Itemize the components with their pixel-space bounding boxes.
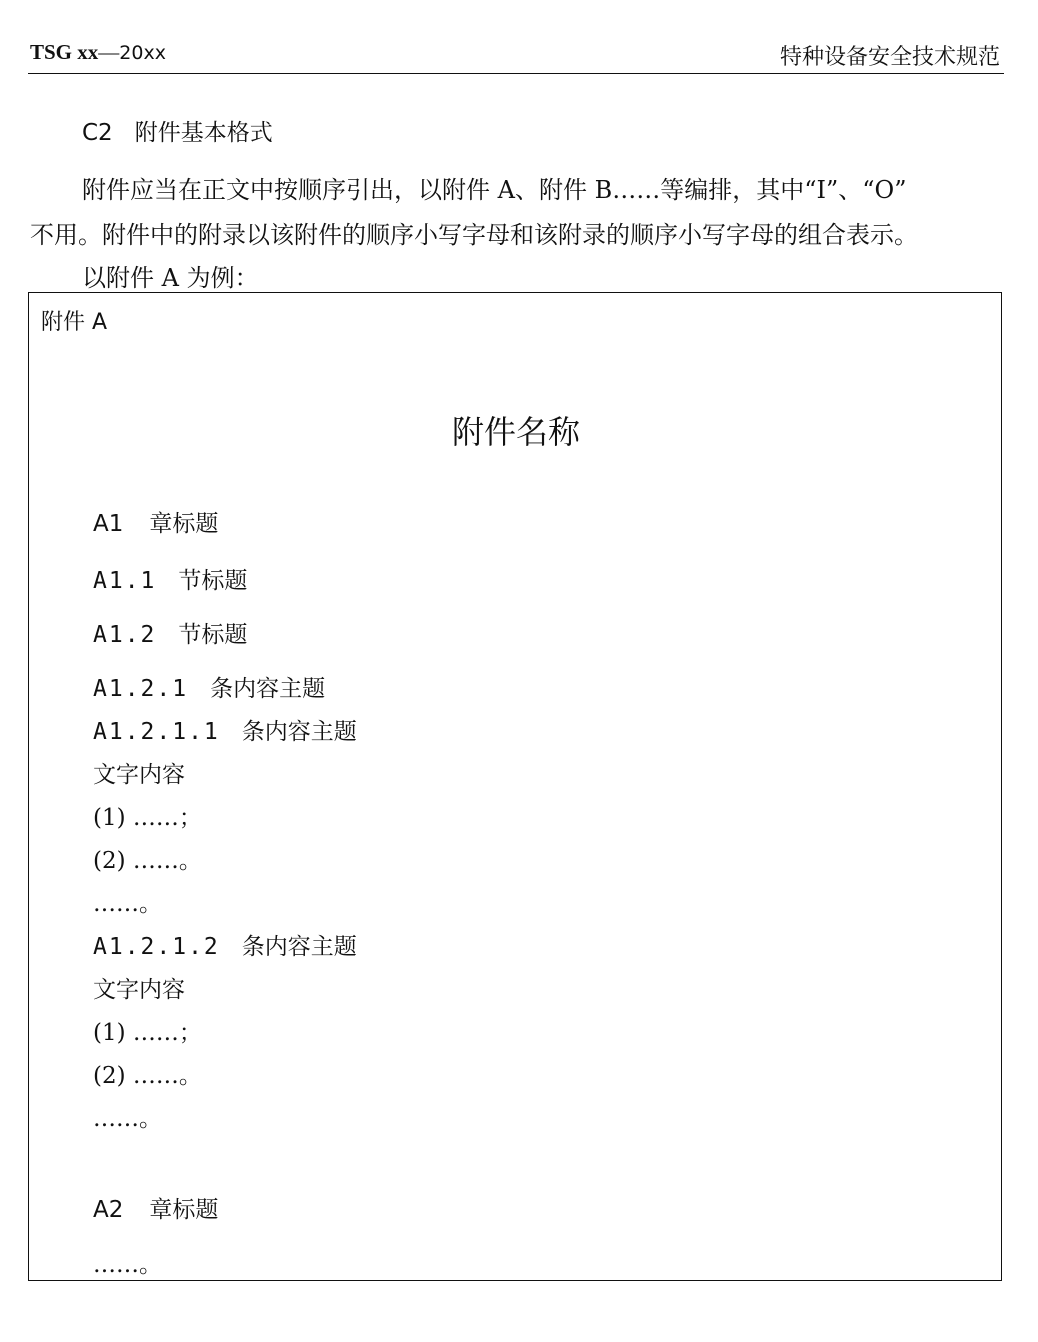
clause-number: A1.2.1 [93,676,189,702]
subclause-number: A1.2.1.2 [93,934,220,960]
section-title: 节标题 [178,568,248,594]
chapter-title: 章标题 [149,1197,219,1223]
section-heading-a1-1 [93,562,247,595]
ellipsis-text: ……。 [93,1252,162,1278]
header-divider [28,73,1004,74]
paragraph-line-2: 不用。附件中的附录以该附件的顺序小写字母和该附录的顺序小写字母的组合表示。 [30,221,918,249]
section-heading [82,114,273,147]
list-item: (1) ……； [93,805,202,831]
body-text: 文字内容 [93,977,185,1003]
list-item: (2) ……。 [93,848,202,874]
section-number: C2 [82,120,113,146]
clause-heading-a1-2-1 [93,670,325,703]
header-title: 特种设备安全技术规范 [779,45,1000,70]
subclause-number: A1.2.1.1 [93,719,220,745]
ellipsis-text: ……。 [93,891,162,917]
list-item: (1) ……； [93,1020,202,1046]
list-item: (2) ……。 [93,1063,202,1089]
appendix-label: 附件 A [41,310,108,335]
section-number: A1.2 [93,622,157,648]
section-heading-a1-2 [93,616,247,649]
section-number: A1.1 [93,568,157,594]
section-title: 节标题 [178,622,248,648]
example-box [28,292,1002,1281]
subclause-heading-a1-2-1-2 [93,928,357,961]
chapter-heading-1 [93,505,218,538]
standard-code-year: 20xx [119,42,166,64]
standard-code [30,40,166,65]
standard-code-prefix: TSG xx [30,40,99,64]
ellipsis-text: ……。 [93,1106,162,1132]
paragraph-line-1: 附件应当在正文中按顺序引出，以附件 A、附件 B……等编排，其中“I”、“O” [82,176,907,204]
subclause-heading-a1-2-1-1 [93,713,357,746]
chapter-number: A2 [93,1197,124,1223]
chapter-title: 章标题 [149,511,219,537]
chapter-heading-2 [93,1191,218,1224]
chapter-number: A1 [93,511,124,537]
example-intro: 以附件 A 为例： [82,264,259,292]
clause-title: 条内容主题 [210,676,326,702]
section-title: 附件基本格式 [134,120,273,146]
standard-code-dash: — [98,40,120,64]
body-text: 文字内容 [93,762,185,788]
appendix-title: 附件名称 [451,413,580,451]
subclause-title: 条内容主题 [241,719,357,745]
subclause-title: 条内容主题 [241,934,357,960]
